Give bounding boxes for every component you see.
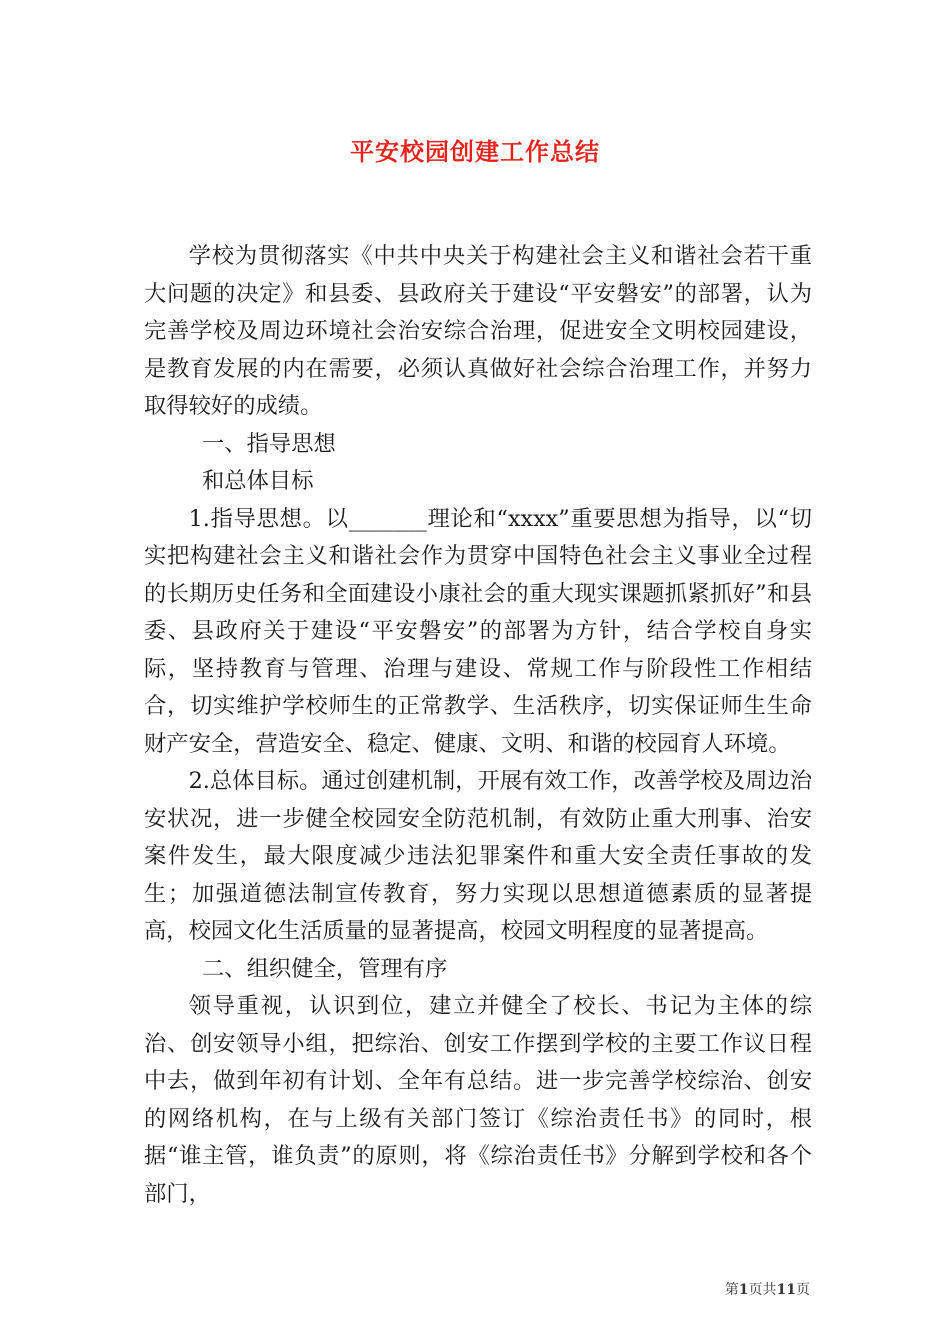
footer-middle: 页共 — [748, 1282, 777, 1298]
section-heading-guiding-thought: 一、指导思想 — [202, 430, 336, 457]
guiding-thought-paragraph: 1.指导思想。以_______理论和“xxxx”重要思想为指导，以“切实把构建社会主义和谐社会作为贯穿中国特色社会主义事业全过程的长期历史任务和全面建设小康社会的重大现实课题抓紧抓好”和县委、县政府关于建设“平安磐安”的部署为方针，结合学校自身实际，坚持教育与管理、治理与建设、常规工作与阶段性工作相结合，切实维护学校师生的正常教学、生活秩序，切实保证师生生命财产安全，营造安全、稳定、健康、文明、和谐的校园育人环境。 — [144, 505, 812, 757]
section-heading-organization: 二、组织健全，管理有序 — [202, 955, 448, 982]
page-number-footer — [725, 1279, 810, 1299]
document-title: 平安校园创建工作总结 — [350, 137, 600, 166]
footer-suffix: 页 — [796, 1282, 810, 1298]
current-page-number: 1 — [738, 1282, 749, 1298]
intro-paragraph: 学校为贯彻落实《中共中央关于构建社会主义和谐社会若干重大问题的决定》和县委、县政府关于建设“平安磐安”的部署，认为完善学校及周边环境社会治安综合治理，促进安全文明校园建设，是教育发展的内在需要，必须认真做好社会综合治理工作，并努力取得较好的成绩。 — [144, 243, 812, 419]
overall-goal-paragraph: 2.总体目标。通过创建机制，开展有效工作，改善学校及周边治安状况，进一步健全校园安全防范机制，有效防止重大刑事、治安案件发生，最大限度减少违法犯罪案件和重大安全责任事故的发生；加强道德法制宣传教育，努力实现以思想道德素质的显著提高，校园文化生活质量的显著提高，校园文明程度的显著提高。 — [144, 768, 812, 944]
organization-paragraph: 领导重视，认识到位，建立并健全了校长、书记为主体的综治、创安领导小组，把综治、创安工作摆到学校的主要工作议日程中去，做到年初有计划、全年有总结。进一步完善学校综治、创安的网络机构，在与上级有关部门签订《综治责任书》的同时，根据“谁主管，谁负责”的原则，将《综治责任书》分解到学校和各个部门， — [144, 993, 812, 1207]
footer-prefix: 第 — [724, 1282, 739, 1298]
total-page-count: 11 — [776, 1282, 796, 1298]
document-body — [144, 238, 812, 1213]
section-heading-overall-goal: 和总体目标 — [202, 468, 314, 494]
